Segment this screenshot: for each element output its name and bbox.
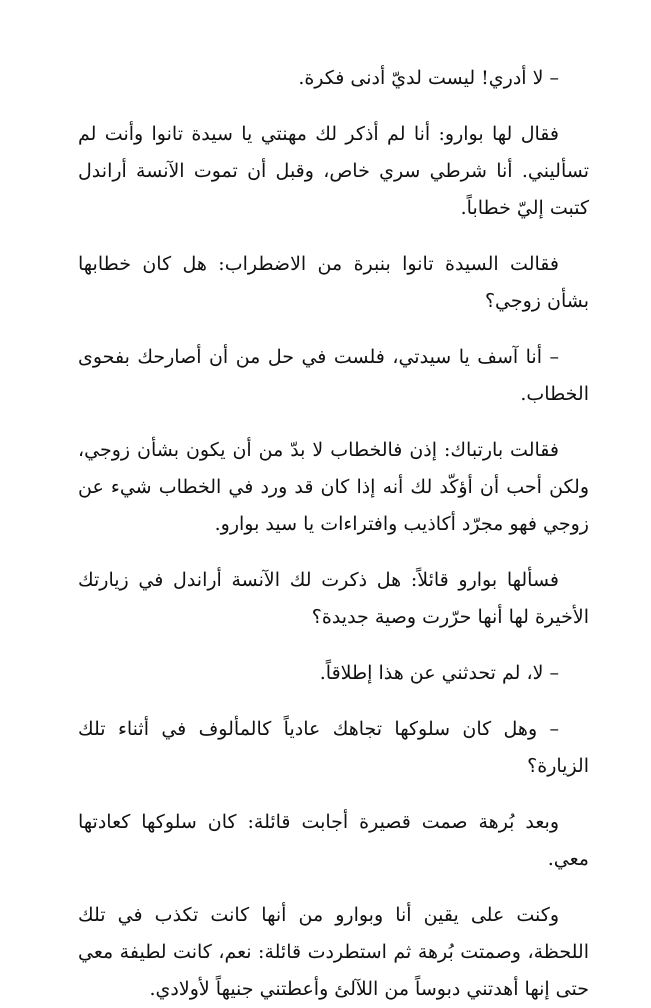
paragraph: وبعد بُرهة صمت قصيرة أجابت قائلة: كان سلوكها كعادتها معي. <box>78 811 589 870</box>
paragraph: – أنا آسف يا سيدتي، فلست في حل من أن أصارحك بفحوى الخطاب. <box>78 346 589 405</box>
paragraph: – لا أدري! ليست لديّ أدنى فكرة. <box>298 67 559 89</box>
paragraph: فقال لها بوارو: أنا لم أذكر لك مهنتي يا سيدة تانوا وأنت لم تسأليني. أنا شرطي سري خاص، وقبل أن تموت الآنسة أراندل كتبت إليّ خطاباً. <box>78 123 589 219</box>
paragraph: فسألها بوارو قائلاً: هل ذكرت لك الآنسة أراندل في زيارتك الأخيرة لها أنها حرّرت وصية جديدة؟ <box>78 569 589 628</box>
paragraph: فقالت السيدة تانوا بنبرة من الاضطراب: هل كان خطابها بشأن زوجي؟ <box>78 253 589 312</box>
paragraph: – لا، لم تحدثني عن هذا إطلاقاً. <box>319 662 559 684</box>
paragraph: وكنت على يقين أنا وبوارو من أنها كانت تكذب في تلك اللحظة، وصمتت بُرهة ثم استطردت قائلة: نعم، كانت لطيفة معي حتى إنها أهدتني دبوساً من اللآلئ وأعطتني جنيهاً لأولادي. <box>78 904 589 1000</box>
paragraph: فقالت بارتباك: إذن فالخطاب لا بدّ من أن يكون بشأن زوجي، ولكن أحب أن أؤكّد لك أنه إذا كان قد ورد في الخطاب شيء عن زوجي فهو مجرّد أكاذيب وافتراءات يا سيد بوارو. <box>78 439 589 535</box>
paragraph: – وهل كان سلوكها تجاهك عادياً كالمألوف في أثناء تلك الزيارة؟ <box>78 718 589 777</box>
